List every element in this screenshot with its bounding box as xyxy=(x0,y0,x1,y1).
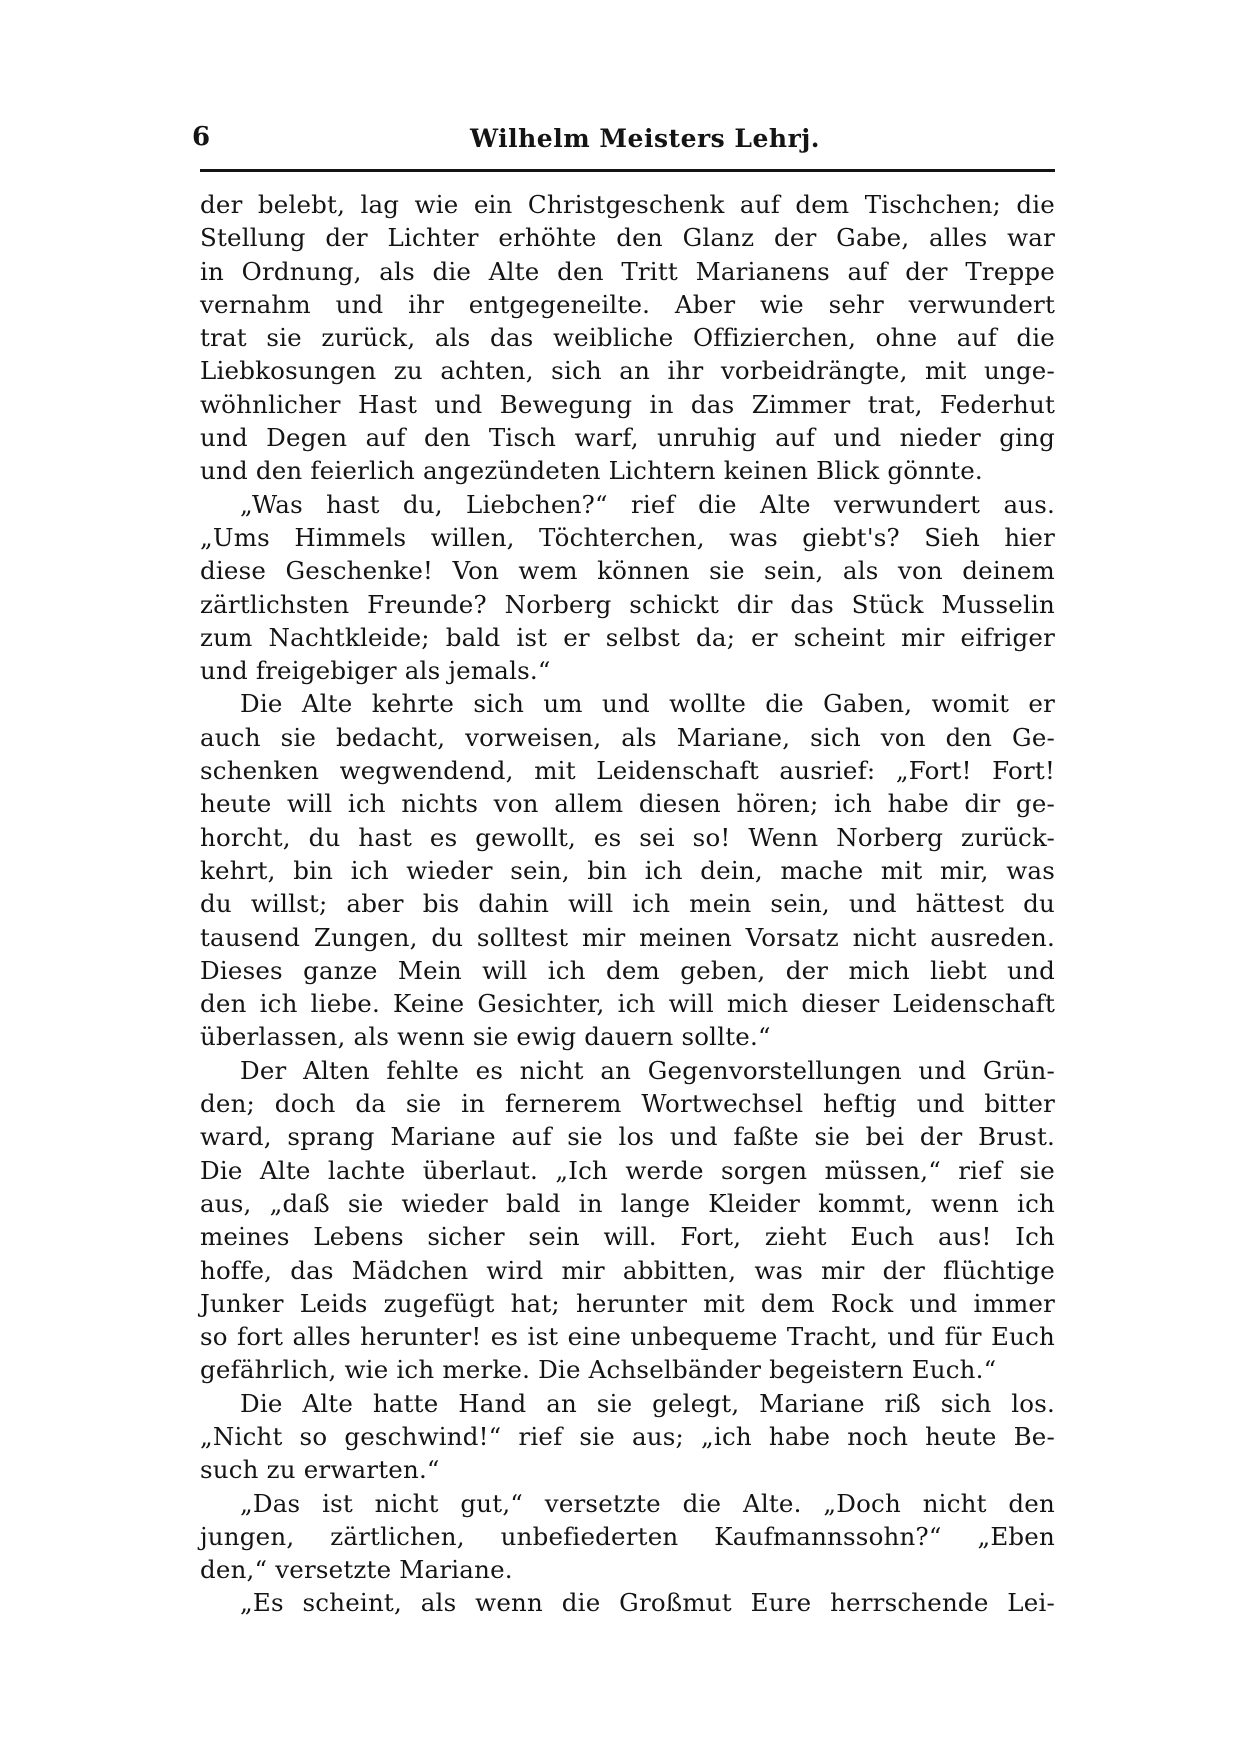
paragraph xyxy=(200,1586,1055,1619)
header-rule xyxy=(200,169,1055,172)
page-number: 6 xyxy=(192,122,211,152)
text-line: zärtlichsten Freunde? Norberg schickt dir das Stück Musselin xyxy=(200,589,1055,619)
text-line: „Was hast du, Liebchen?“ rief die Alte verwundert aus. xyxy=(240,489,1055,519)
text-line: zum Nachtkleide; bald ist er selbst da; er scheint mir eifriger xyxy=(200,622,1055,652)
text-line: schenken wegwendend, mit Leidenschaft ausrief: „Fort! Fort! xyxy=(200,756,1055,786)
text-line: den; doch da sie in fernerem Wortwechsel heftig und bitter xyxy=(200,1089,1055,1119)
text-line: und freigebiger als jemals.“ xyxy=(200,656,551,686)
text-line: der belebt, lag wie ein Christgeschenk auf dem Tischchen; die xyxy=(200,190,1055,219)
paragraph xyxy=(200,188,1055,488)
text-line: meines Lebens sicher sein will. Fort, zieht Euch aus! Ich xyxy=(200,1222,1055,1252)
running-title: Wilhelm Meisters Lehrj. xyxy=(470,124,821,153)
text-line: kehrt, bin ich wieder sein, bin ich dein, mache mit mir, was xyxy=(200,855,1055,885)
text-line: Stellung der Lichter erhöhte den Glanz der Gabe, alles war xyxy=(200,223,1055,253)
text-line: auch sie bedacht, vorweisen, als Mariane, sich von den Ge- xyxy=(200,722,1055,752)
text-line: Der Alten fehlte es nicht an Gegenvorstellungen und Grün- xyxy=(240,1055,1055,1085)
text-line: Die Alte lachte überlaut. „Ich werde sorgen müssen,“ rief sie xyxy=(200,1155,1055,1185)
text-line: Die Alte hatte Hand an sie gelegt, Mariane riß sich los. xyxy=(240,1388,1055,1418)
text-line: Junker Leids zugefügt hat; herunter mit dem Rock und immer xyxy=(200,1288,1055,1318)
text-line: und den feierlich angezündeten Lichtern keinen Blick gönnte. xyxy=(200,456,983,486)
text-line: in Ordnung, als die Alte den Tritt Marianens auf der Treppe xyxy=(200,256,1055,286)
text-line: gefährlich, wie ich merke. Die Achselbänder begeistern Euch.“ xyxy=(200,1355,997,1385)
text-line: so fort alles herunter! es ist eine unbequeme Tracht, und für Euch xyxy=(200,1322,1055,1352)
text-line: hoffe, das Mädchen wird mir abbitten, was mir der flüchtige xyxy=(200,1255,1055,1285)
text-line: den,“ versetzte Mariane. xyxy=(200,1555,513,1585)
text-line: den ich liebe. Keine Gesichter, ich will mich dieser Leidenschaft xyxy=(200,989,1055,1019)
body-text xyxy=(200,188,1055,1620)
text-line: tausend Zungen, du solltest mir meinen Vorsatz nicht ausreden. xyxy=(200,922,1055,952)
text-line: überlassen, als wenn sie ewig dauern sollte.“ xyxy=(200,1022,771,1052)
paragraph xyxy=(200,1487,1055,1587)
paragraph xyxy=(200,488,1055,688)
text-line: „Nicht so geschwind!“ rief sie aus; „ich habe noch heute Be- xyxy=(200,1421,1055,1451)
text-line: Liebkosungen zu achten, sich an ihr vorbeidrängte, mit unge- xyxy=(200,356,1055,386)
paragraph xyxy=(200,687,1055,1053)
text-line: ward, sprang Mariane auf sie los und faßte sie bei der Brust. xyxy=(200,1122,1055,1152)
text-line: Dieses ganze Mein will ich dem geben, der mich liebt und xyxy=(200,955,1055,985)
paragraph xyxy=(200,1387,1055,1487)
text-line: jungen, zärtlichen, unbefiederten Kaufmannssohn?“ „Eben xyxy=(200,1521,1055,1551)
text-line: „Ums Himmels willen, Töchterchen, was giebt's? Sieh hier xyxy=(200,522,1055,552)
text-line: Die Alte kehrte sich um und wollte die Gaben, womit er xyxy=(240,689,1055,719)
text-line: „Es scheint, als wenn die Großmut Eure herrschende Lei- xyxy=(240,1588,1055,1618)
text-line: und Degen auf den Tisch warf, unruhig auf und nieder ging xyxy=(200,423,1055,453)
text-line: heute will ich nichts von allem diesen hören; ich habe dir ge- xyxy=(200,789,1055,819)
text-line: horcht, du hast es gewollt, es sei so! Wenn Norberg zurück- xyxy=(200,822,1055,852)
text-line: wöhnlicher Hast und Bewegung in das Zimmer trat, Federhut xyxy=(200,389,1055,419)
text-line: trat sie zurück, als das weibliche Offizierchen, ohne auf die xyxy=(200,323,1055,353)
text-line: „Das ist nicht gut,“ versetzte die Alte. „Doch nicht den xyxy=(240,1488,1055,1518)
paragraph xyxy=(200,1054,1055,1387)
text-line: such zu erwarten.“ xyxy=(200,1455,440,1485)
text-line: vernahm und ihr entgegeneilte. Aber wie sehr verwundert xyxy=(200,289,1055,319)
text-line: du willst; aber bis dahin will ich mein sein, und hättest du xyxy=(200,889,1055,919)
text-line: diese Geschenke! Von wem können sie sein, als von deinem xyxy=(200,556,1055,586)
text-line: aus, „daß sie wieder bald in lange Kleider kommt, wenn ich xyxy=(200,1188,1055,1218)
